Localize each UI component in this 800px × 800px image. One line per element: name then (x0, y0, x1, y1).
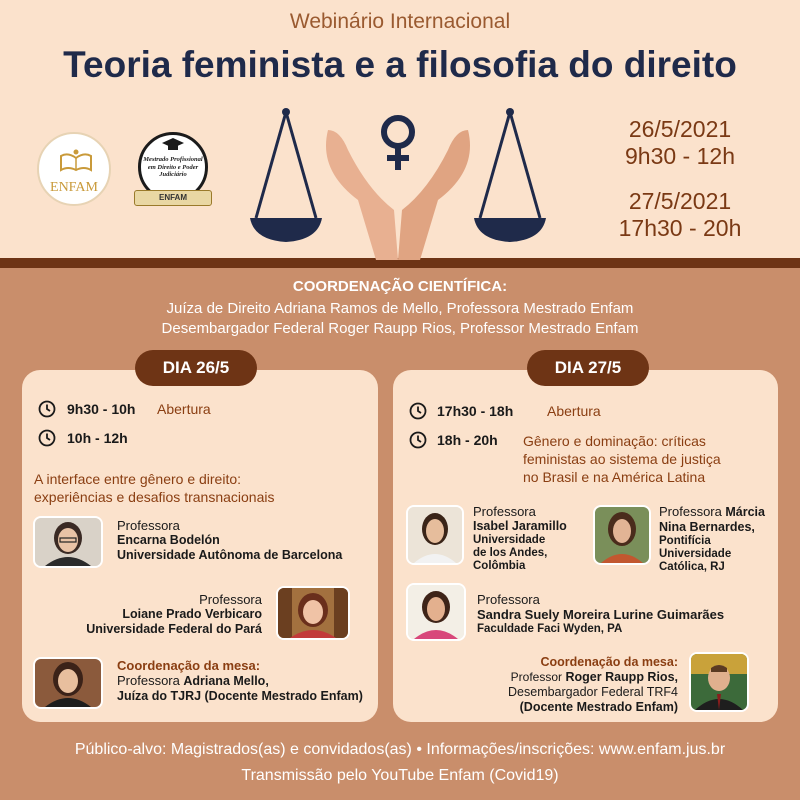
speaker-photo-isabel (406, 505, 464, 565)
speaker-role: Professora (199, 592, 262, 607)
speaker-role: Professora (117, 518, 180, 533)
speaker-photo-marcia (593, 505, 651, 565)
speaker-photo-sandra (406, 583, 466, 641)
day1-session-title-line-1: A interface entre gênero e direito: (34, 471, 242, 487)
day2-slot1-time: 17h30 - 18h (437, 403, 514, 419)
speaker-name-line-2: Nina Bernardes, (659, 520, 755, 534)
justice-scales-illustration (248, 100, 548, 260)
day1-speaker2 (80, 592, 262, 637)
mestrado-logo-ribbon: ENFAM (134, 190, 212, 206)
moderator-photo-adriana (33, 657, 103, 709)
moderator-label: Coordenação da mesa: (540, 655, 678, 669)
coordination-title: COORDENAÇÃO CIENTÍFICA: (292, 278, 508, 295)
day2-slot2-title-line-2: feministas ao sistema de justiça (523, 451, 721, 467)
day1-session-title-line-2: experiências e desafios transnacionais (34, 489, 275, 505)
enfam-logo-label: ENFAM (50, 180, 98, 195)
clock-icon (409, 402, 427, 420)
right-scale-icon (474, 108, 546, 242)
day1-badge: DIA 26/5 (135, 350, 257, 386)
speaker-role: Professora (477, 592, 540, 607)
speaker-institution-line-3: Católica, RJ (659, 561, 725, 573)
speaker-name: Isabel Jaramillo (473, 519, 567, 533)
moderator-institution: (Docente Mestrado Enfam) (519, 700, 678, 714)
clock-icon (38, 400, 56, 418)
moderator-role: Professor (510, 670, 562, 684)
speaker-institution-line-3: Colômbia (473, 560, 526, 572)
speaker-institution: Universidade Autônoma de Barcelona (117, 548, 343, 562)
moderator-photo-roger (689, 652, 749, 712)
clock-icon (409, 431, 427, 449)
day2-speaker3 (477, 592, 724, 637)
moderator-name: Adriana Mello, (183, 674, 269, 688)
left-scale-icon (250, 108, 322, 242)
enfam-logo (37, 132, 111, 206)
moderator-institution: Juíza do TJRJ (Docente Mestrado Enfam) (117, 689, 363, 703)
day2-badge: DIA 27/5 (527, 350, 649, 386)
speaker-role: Professora (473, 504, 536, 519)
speaker-name: Loiane Prado Verbicaro (122, 607, 262, 621)
speaker-institution-line-2: Universidade (659, 548, 732, 560)
day1-moderator (117, 658, 363, 704)
day2-time: 17h30 - 20h (618, 215, 742, 241)
moderator-name: Roger Raupp Rios, (565, 670, 678, 684)
coordination-line-2: Desembargador Federal Roger Raupp Rios, Professor Mestrado Enfam (161, 320, 639, 337)
coordination-line-1: Juíza de Direito Adriana Ramos de Mello, Professora Mestrado Enfam (166, 300, 634, 317)
day1-speaker1 (117, 518, 342, 563)
clock-icon (38, 429, 56, 447)
speaker-institution-line-1: Pontifícia (659, 535, 711, 547)
day2-slot1-title: Abertura (547, 403, 601, 419)
day1-slot1-title: Abertura (157, 401, 211, 417)
footer-audience-info: Público-alvo: Magistrados(as) e convidados(as) • Informações/inscrições: www.enfam.jus.br (74, 741, 726, 758)
day2-slot2-title-line-3: no Brasil e na América Latina (523, 469, 706, 485)
moderator-label: Coordenação da mesa: (117, 658, 261, 673)
event-title: Teoria feminista e a filosofia do direito (63, 44, 737, 85)
day1-slot2-time: 10h - 12h (67, 430, 128, 446)
graduation-cap-icon (162, 138, 184, 152)
day2-speaker1 (473, 504, 567, 573)
speaker-role: Professora (659, 504, 722, 519)
speaker-institution: Faculdade Faci Wyden, PA (477, 623, 623, 635)
mestrado-logo-text: Mestrado Profissional em Direito e Poder Judiciário (143, 156, 203, 178)
footer-broadcast-info: Transmissão pelo YouTube Enfam (Covid19) (241, 767, 559, 784)
day2-date: 27/5/2021 (628, 188, 732, 214)
book-icon (59, 148, 93, 172)
female-symbol-icon (384, 118, 412, 170)
event-dates (595, 116, 765, 242)
day1-time: 9h30 - 12h (625, 143, 735, 169)
moderator-role: Professora (117, 673, 180, 688)
speaker-institution-line-2: de los Andes, (473, 547, 548, 559)
day2-slot2-title-line-1: Gênero e dominação: críticas (523, 433, 706, 449)
day1-date: 26/5/2021 (628, 116, 732, 142)
speaker-name-line-1: Márcia (725, 505, 765, 519)
day1-slot1-time: 9h30 - 10h (67, 401, 136, 417)
day2-speaker2 (659, 504, 765, 574)
speaker-name: Sandra Suely Moreira Lurine Guimarães (477, 607, 725, 622)
mestrado-logo (134, 128, 212, 210)
day2-moderator (466, 655, 678, 715)
event-subtitle: Webinário Internacional (289, 10, 511, 33)
speaker-photo-encarna (33, 516, 103, 568)
moderator-title: Desembargador Federal TRF4 (508, 685, 678, 699)
speaker-institution-line-1: Universidade (473, 534, 546, 546)
speaker-institution: Universidade Federal do Pará (86, 622, 262, 636)
day2-slot2-time: 18h - 20h (437, 432, 498, 448)
speaker-name: Encarna Bodelón (117, 533, 220, 547)
speaker-photo-loiane (276, 586, 350, 640)
